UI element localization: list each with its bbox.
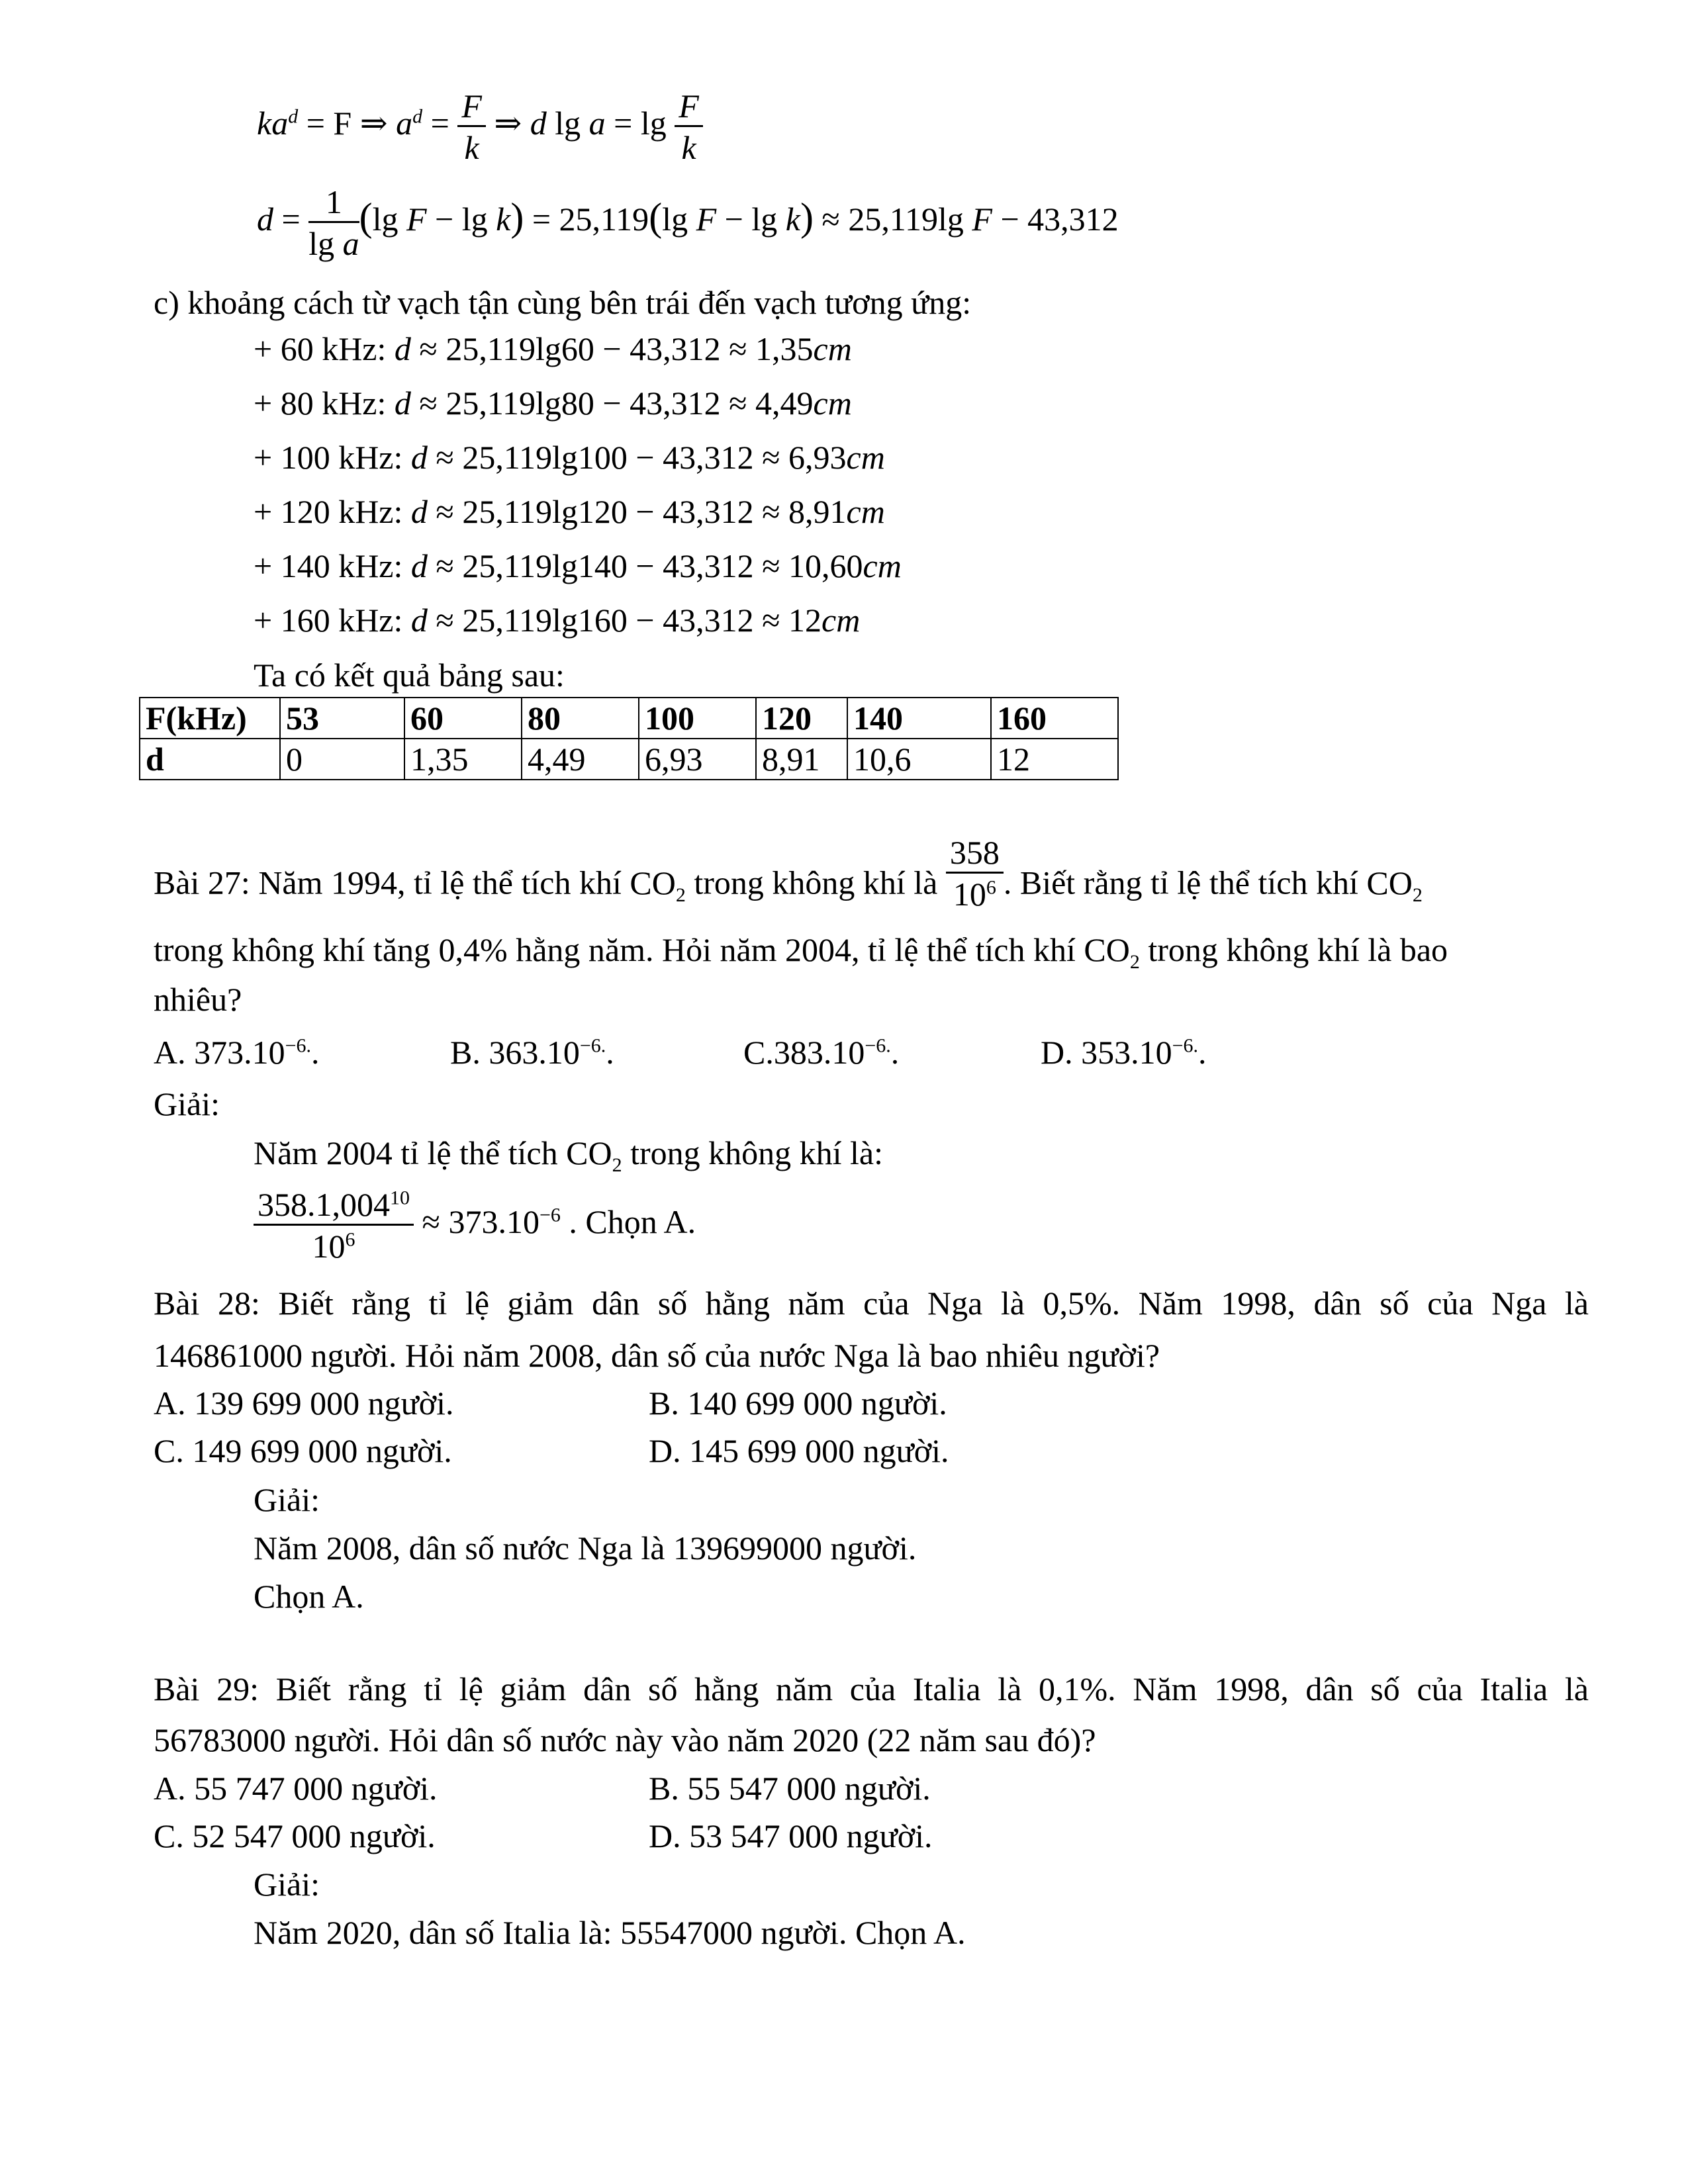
option-letter: D. <box>1041 1034 1073 1071</box>
formula-frac-F-k-2 <box>675 89 703 164</box>
bai28-option-a: A. 139 699 000 người. <box>154 1385 454 1422</box>
co-sub: 2 <box>1412 884 1423 906</box>
frac-den-sup: 6 <box>345 1228 355 1251</box>
formula-frac-F-k <box>457 89 486 164</box>
part-c-line-60 <box>254 332 852 365</box>
bai27-mid: trong không khí là <box>694 864 938 901</box>
frac-denominator <box>254 1226 414 1263</box>
formula-tail: ≈ 25,119lg <box>821 200 964 238</box>
part-c-line-80 <box>254 387 852 420</box>
co2-b <box>1366 864 1423 906</box>
option-letter: C. <box>743 1034 774 1071</box>
sol-text: Năm 2004 tỉ lệ thể tích CO <box>254 1134 612 1171</box>
lg-F: lg <box>372 200 399 238</box>
option-exp: −6. <box>285 1034 312 1057</box>
bai27-frac <box>946 836 1004 911</box>
formula-a2-sup: d <box>412 105 423 128</box>
frac-den-sup: 6 <box>986 876 996 899</box>
option-letter: B. <box>450 1034 481 1071</box>
var-k-2: k <box>785 200 800 238</box>
paren-close-2: ) <box>800 195 814 239</box>
table-header-cell: 60 <box>404 698 522 739</box>
var-d: d <box>394 330 411 367</box>
frac-numerator <box>254 1188 414 1226</box>
co-text: CO <box>1366 864 1413 901</box>
option-base: 383.10 <box>773 1034 865 1071</box>
bai27-giai: Giải: <box>154 1085 220 1122</box>
table-cell: d <box>140 739 280 780</box>
table-header-cell: 80 <box>522 698 639 739</box>
formula-eq: = <box>430 104 449 142</box>
bai28-choose: Chọn A. <box>254 1578 364 1615</box>
option-exp: −6. <box>865 1034 891 1057</box>
formula-eq-F: = F ⇒ <box>306 104 388 142</box>
table-header-cell: F(kHz) <box>140 698 280 739</box>
frac-denominator: k <box>464 129 479 166</box>
paren-close: ) <box>510 195 524 239</box>
bai28-option-b: B. 140 699 000 người. <box>649 1385 947 1422</box>
expr: ≈ 25,119lg120 − 43,312 ≈ 8,91 <box>436 493 847 530</box>
option-end: . <box>311 1034 320 1071</box>
frac-numerator: F <box>675 89 703 127</box>
bai28-line2: 146861000 người. Hỏi năm 2008, dân số của nước Nga là bao nhiêu người? <box>154 1337 1160 1374</box>
bai27-line2-b: hằng năm. Hỏi năm 2004, tỉ lệ thể tích khí <box>516 931 1076 968</box>
formula-implies: ⇒ <box>494 104 522 142</box>
formula-ka-d-eq-F <box>257 89 703 164</box>
part-c-line-100 <box>254 441 885 474</box>
co-sub: 2 <box>1129 951 1140 973</box>
var-k: k <box>496 200 511 238</box>
paren-open-2: ( <box>649 195 663 239</box>
bai29-option-b: B. 55 547 000 người. <box>649 1770 931 1807</box>
minus-2: − <box>724 200 743 238</box>
freq-label: + 100 kHz: <box>254 439 403 476</box>
expr: ≈ 25,119lg100 − 43,312 ≈ 6,93 <box>436 439 847 476</box>
bai27-sol-formula <box>254 1188 696 1263</box>
bai29-option-c: C. 52 547 000 người. <box>154 1817 436 1854</box>
bai27-option-d <box>1041 1036 1207 1069</box>
sol-sub: 2 <box>612 1154 622 1176</box>
lg-k: lg <box>461 200 488 238</box>
option-base: 353.10 <box>1081 1034 1172 1071</box>
formula-d-equals <box>257 185 1119 260</box>
bai28-option-c: C. 149 699 000 người. <box>154 1432 452 1469</box>
frac-den-a: a <box>342 225 359 262</box>
frac-numerator: 1 <box>308 185 359 223</box>
table-intro: Ta có kết quả bảng sau: <box>254 657 565 694</box>
co2 <box>630 864 686 906</box>
var-d: d <box>394 385 411 422</box>
bai27-intro: Bài 27: Năm 1994, tỉ lệ thể tích khí <box>154 864 622 901</box>
bai27-line3: nhiêu? <box>154 981 242 1018</box>
bai28-sol: Năm 2008, dân số nước Nga là 139699000 người. <box>254 1529 917 1567</box>
option-base: 363.10 <box>489 1034 580 1071</box>
var-F-2: F <box>696 200 717 238</box>
bai27-line2-a: trong không khí tăng <box>154 931 431 968</box>
bai29-giai: Giải: <box>254 1866 320 1903</box>
bai27-after: . Biết rằng tỉ lệ thể tích khí <box>1003 864 1358 901</box>
var-d: d <box>410 547 428 584</box>
bai27-pct: 0,4% <box>438 931 508 968</box>
expr: ≈ 25,119lg160 − 43,312 ≈ 12 <box>436 602 822 639</box>
formula-mid-coef: = 25,119 <box>532 200 649 238</box>
sol-approx: ≈ 373.10 <box>422 1203 539 1240</box>
bai28-option-d: D. 145 699 000 người. <box>649 1432 949 1469</box>
table-row <box>140 739 1118 780</box>
sol-frac <box>254 1188 414 1263</box>
table-cell: 0 <box>280 739 404 780</box>
unit: cm <box>813 330 852 367</box>
option-exp: −6. <box>1172 1034 1199 1057</box>
co-text: CO <box>1084 931 1130 968</box>
freq-label: + 140 kHz: <box>254 547 403 584</box>
var-d: d <box>410 602 428 639</box>
option-end: . <box>1198 1034 1207 1071</box>
formula-frac-1-lga <box>308 185 359 260</box>
var-d: d <box>410 439 428 476</box>
formula-d-sup: d <box>288 105 299 128</box>
expr: ≈ 25,119lg60 − 43,312 ≈ 1,35 <box>419 330 814 367</box>
table-header-cell: 53 <box>280 698 404 739</box>
results-table <box>139 697 1119 780</box>
formula-a2: a <box>396 104 413 142</box>
option-letter: A. <box>154 1034 186 1071</box>
bai27-sol-line <box>254 1134 883 1176</box>
part-c-line-120 <box>254 495 885 528</box>
sol-approx-sup: −6 <box>539 1204 561 1226</box>
bai27-line1 <box>154 836 1423 911</box>
var-F-3: F <box>972 200 992 238</box>
bai28-line1: Bài 28: Biết rằng tỉ lệ giảm dân số hằng năm của Nga là 0,5%. Năm 1998, dân số của Nga là <box>154 1285 1589 1322</box>
frac-den-lg: lg <box>308 225 335 262</box>
frac-numerator: F <box>457 89 486 127</box>
sol-choose: . Chọn A. <box>569 1203 696 1240</box>
frac-num-sup: 10 <box>390 1187 410 1209</box>
table-cell: 12 <box>991 739 1118 780</box>
part-c-line-160 <box>254 604 860 637</box>
freq-label: + 80 kHz: <box>254 385 387 422</box>
var-F: F <box>406 200 427 238</box>
lg-F-2: lg <box>662 200 688 238</box>
option-end: . <box>606 1034 614 1071</box>
bai29-line2: 56783000 người. Hỏi dân số nước này vào năm 2020 (22 năm sau đó)? <box>154 1721 1096 1758</box>
co-text: CO <box>630 864 676 901</box>
option-exp: −6. <box>579 1034 606 1057</box>
formula-a: a <box>271 104 289 142</box>
lg-k-2: lg <box>751 200 778 238</box>
table-cell: 6,93 <box>639 739 756 780</box>
freq-label: + 60 kHz: <box>254 330 387 367</box>
table-cell: 1,35 <box>404 739 522 780</box>
frac-den-base: 10 <box>312 1228 346 1265</box>
formula-a3: a <box>588 104 606 142</box>
bai28-giai: Giải: <box>254 1481 320 1518</box>
expr: ≈ 25,119lg140 − 43,312 ≈ 10,60 <box>436 547 863 584</box>
var-d: d <box>410 493 428 530</box>
unit: cm <box>863 547 902 584</box>
bai29-option-a: A. 55 747 000 người. <box>154 1770 438 1807</box>
table-cell: 4,49 <box>522 739 639 780</box>
frac-den-base: 10 <box>953 876 986 913</box>
formula-d: d <box>257 200 273 238</box>
formula-d: d <box>530 104 547 142</box>
bai29-line1: Bài 29: Biết rằng tỉ lệ giảm dân số hằng năm của Italia là 0,1%. Năm 1998, dân số của Italia là <box>154 1670 1589 1707</box>
formula-tail2: − 43,312 <box>1000 200 1119 238</box>
bai27-option-c <box>743 1036 899 1069</box>
bai27-line2 <box>154 931 1448 973</box>
frac-denominator <box>308 223 359 260</box>
part-c-line-140 <box>254 549 902 582</box>
frac-numerator: 358 <box>946 836 1004 874</box>
bai29-option-d: D. 53 547 000 người. <box>649 1817 933 1854</box>
formula-eq-lg: = lg <box>614 104 667 142</box>
frac-num-base: 358.1,004 <box>258 1186 390 1223</box>
bai27-option-a <box>154 1036 320 1069</box>
unit: cm <box>813 385 852 422</box>
unit: cm <box>821 602 861 639</box>
formula-eq: = <box>281 200 301 238</box>
frac-denominator: k <box>681 129 696 166</box>
expr: ≈ 25,119lg80 − 43,312 ≈ 4,49 <box>419 385 814 422</box>
bai29-sol: Năm 2020, dân số Italia là: 55547000 người. Chọn A. <box>254 1914 966 1951</box>
co2-c <box>1084 931 1140 973</box>
sol-text-end: trong không khí là: <box>630 1134 883 1171</box>
table-header-cell: 120 <box>756 698 847 739</box>
formula-k: k <box>257 104 272 142</box>
table-header-cell: 140 <box>847 698 991 739</box>
co-sub: 2 <box>675 884 686 906</box>
freq-label: + 160 kHz: <box>254 602 403 639</box>
bai27-line2-c: trong không khí là bao <box>1148 931 1448 968</box>
table-cell: 10,6 <box>847 739 991 780</box>
table-header-cell: 160 <box>991 698 1118 739</box>
bai27-option-b <box>450 1036 614 1069</box>
freq-label: + 120 kHz: <box>254 493 403 530</box>
table-header-row <box>140 698 1118 739</box>
table-cell: 8,91 <box>756 739 847 780</box>
formula-lg: lg <box>555 104 581 142</box>
unit: cm <box>846 439 885 476</box>
unit: cm <box>846 493 885 530</box>
option-end: . <box>890 1034 900 1071</box>
option-base: 373.10 <box>194 1034 285 1071</box>
frac-denominator <box>946 874 1004 911</box>
table-header-cell: 100 <box>639 698 756 739</box>
paren-open: ( <box>359 195 373 239</box>
part-c-heading: c) khoảng cách từ vạch tận cùng bên trái đến vạch tương ứng: <box>154 284 972 321</box>
minus: − <box>435 200 454 238</box>
